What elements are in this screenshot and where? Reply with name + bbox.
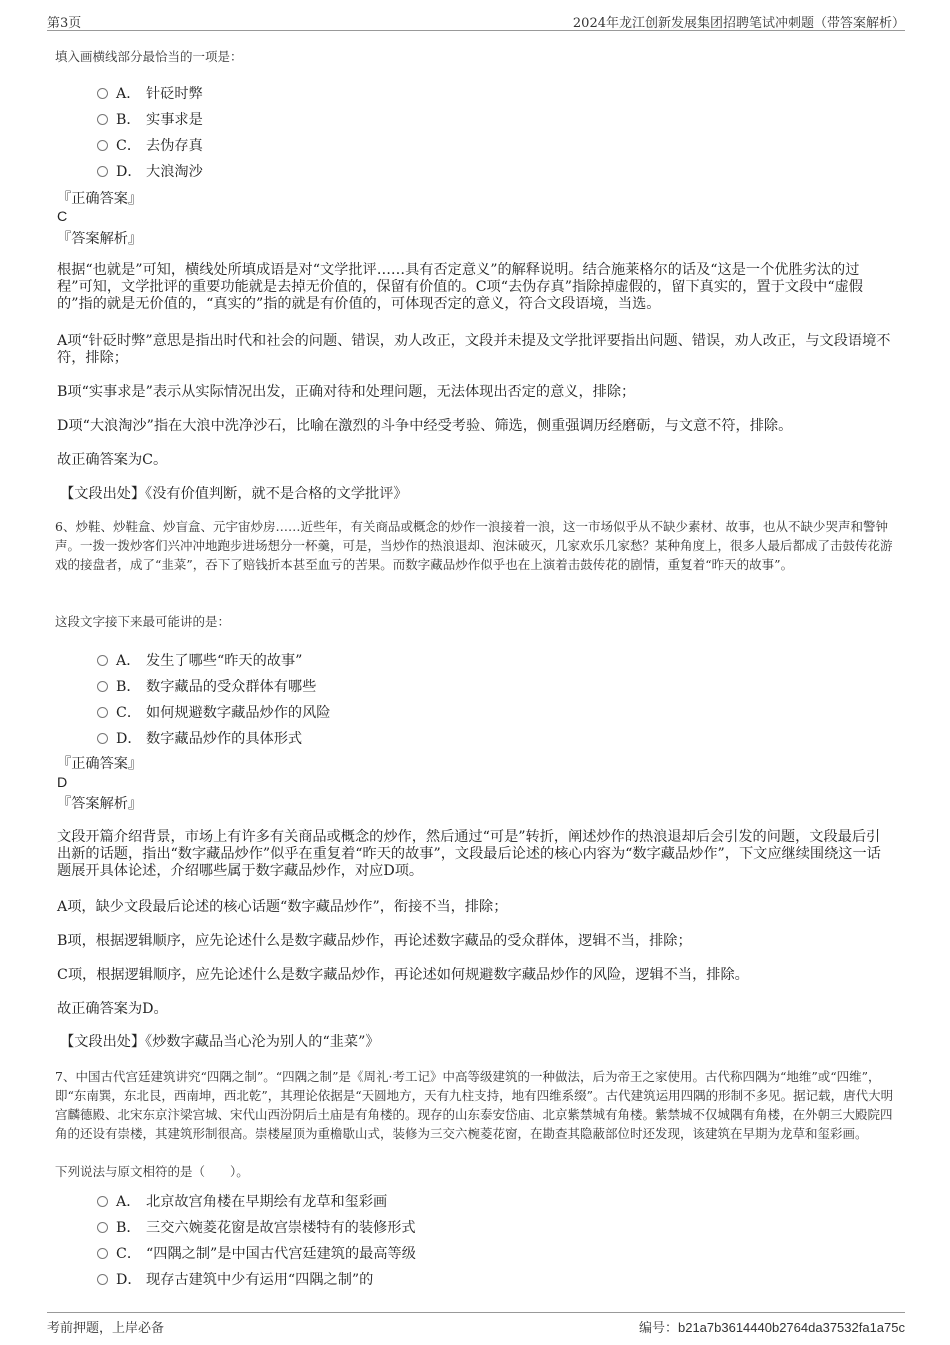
q5-analysis-paragraph: 根据“也就是”可知，横线处所填成语是对“文学批评……具有否定意义”的解释说明。结合施莱格尔的话及“这是一个优胜劣汰的过程”可知，文学批评的重要功能就是去掉无价值的，保留有价值的。C项“去伪存真”指除掉虚假的，留下真实的，置于文段中“虚假的”指的就是无价值的，“真实的”指的就是有价值的，可体现否定的意义，符合文段语境，当选。	[57, 262, 863, 312]
q5-option-b[interactable]: B． 实事求是	[97, 109, 203, 129]
q7-option-a[interactable]: A． 北京故宫角楼在早期绘有龙草和玺彩画	[97, 1191, 387, 1211]
page-header	[47, 12, 905, 31]
q6-source: 【文段出处】《炒数字藏品当心沦为别人的“韭菜”》	[60, 1034, 380, 1050]
radio-icon[interactable]	[97, 1196, 108, 1207]
q5-analysis-paragraph: B项“实事求是”表示从实际情况出发，正确对待和处理问题，无法体现出否定的意义，排除；	[57, 384, 636, 400]
q6-option-b[interactable]: B． 数字藏品的受众群体有哪些	[97, 676, 316, 696]
q5-analysis-paragraph: 故正确答案为C。	[57, 452, 168, 468]
q5-answer-label: 『正确答案』	[57, 191, 143, 207]
q6-answer: D	[57, 775, 68, 791]
q5-analysis-label: 『答案解析』	[57, 231, 143, 247]
q6-option-a[interactable]: A． 发生了哪些“昨天的故事”	[97, 650, 302, 670]
q6-analysis-paragraph: A项，缺少文段最后论述的核心话题“数字藏品炒作”，衔接不当，排除；	[57, 899, 508, 915]
radio-icon[interactable]	[97, 1274, 108, 1285]
q6-stem: 6、炒鞋、炒鞋盒、炒盲盒、元宇宙炒房……近些年，有关商品或概念的炒作一浪接着一浪，这一市场似乎从不缺少素材、故事，也从不缺少哭声和警钟声。一拨一拨炒客们兴冲冲地跑步进场想分一杯羹，可是，当炒作的热浪退却、泡沫破灭，几家欢乐几家愁？某种角度上，很多人最后都成了击鼓传花游戏的接盘者，成了“韭菜”，吞下了赔钱折本甚至血亏的苦果。而数字藏品炒作似乎也在上演着击鼓传花的剧情，重复着“昨天的故事”。	[55, 519, 893, 572]
radio-icon[interactable]	[97, 707, 108, 718]
q6-option-c[interactable]: C． 如何规避数字藏品炒作的风险	[97, 702, 330, 722]
radio-icon[interactable]	[97, 655, 108, 666]
radio-icon[interactable]	[97, 1222, 108, 1233]
q6-analysis-paragraph: 文段开篇介绍背景，市场上有许多有关商品或概念的炒作，然后通过“可是”转折，阐述炒作的热浪退却后会引发的问题，文段最后引出新的话题，指出“数字藏品炒作”似乎在重复着“昨天的故事”，文段最后论述的核心内容为“数字藏品炒作”，下文应继续围绕这一话题展开具体论述，介绍哪些属于数字藏品炒作，对应D项。	[57, 829, 881, 879]
q6-analysis-paragraph: C项，根据逻辑顺序，应先论述什么是数字藏品炒作，再论述如何规避数字藏品炒作的风险，逻辑不当，排除。	[57, 967, 749, 983]
document-title: 2024年龙江创新发展集团招聘笔试冲刺题（带答案解析）	[572, 16, 905, 31]
q5-answer: C	[57, 209, 68, 225]
q7-option-b[interactable]: B． 三交六婉菱花窗是故宫崇楼特有的装修形式	[97, 1217, 416, 1237]
q5-option-a[interactable]: A． 针砭时弊	[97, 83, 203, 103]
page-footer	[47, 1312, 905, 1338]
q5-prompt: 填入画横线部分最恰当的一项是：	[55, 49, 243, 64]
document-code: 编号：b21a7b3614440b2764da37532fa1a75c	[638, 1320, 905, 1336]
q6-analysis-paragraph: B项，根据逻辑顺序，应先论述什么是数字藏品炒作，再论述数字藏品的受众群体，逻辑不当，排除；	[57, 933, 692, 949]
q6-option-d[interactable]: D． 数字藏品炒作的具体形式	[97, 728, 302, 748]
page-number: 第3页	[47, 16, 82, 31]
q7-option-c[interactable]: C． “四隅之制”是中国古代宫廷建筑的最高等级	[97, 1243, 416, 1263]
q7-stem: 7、中国古代宫廷建筑讲究“四隅之制”。“四隅之制”是《周礼·考工记》中高等级建筑的一种做法，后为帝王之家使用。古代称四隅为“地维”或“四维”，即“东南巽，东北艮，西南坤，西北乾”，其理论依据是“天圆地方，天有九柱支持，地有四维系缀”。古代建筑运用四隅的形制不多见。据记载，唐代大明宫麟德殿、北宋东京汴梁宫城、宋代山西汾阴后土庙是有角楼的。现存的山东泰安岱庙、北京紫禁城有角楼。紫禁城不仅城隅有角楼，在外朝三大殿院四角的还设有崇楼，其建筑形制很高。崇楼屋顶为重檐歇山式，装修为三交六椀菱花窗，在勘查其隐蔽部位时还发现，该建筑在早期为龙草和玺彩画。	[55, 1069, 894, 1141]
radio-icon[interactable]	[97, 681, 108, 692]
radio-icon[interactable]	[97, 114, 108, 125]
radio-icon[interactable]	[97, 1248, 108, 1259]
radio-icon[interactable]	[97, 140, 108, 151]
footer-slogan: 考前押题，上岸必备	[47, 1321, 165, 1336]
radio-icon[interactable]	[97, 88, 108, 99]
q6-analysis-label: 『答案解析』	[57, 796, 143, 812]
radio-icon[interactable]	[97, 733, 108, 744]
q5-option-c[interactable]: C． 去伪存真	[97, 135, 203, 155]
q5-source: 【文段出处】《没有价值判断，就不是合格的文学批评》	[60, 486, 408, 502]
q5-analysis-paragraph: A项“针砭时弊”意思是指出时代和社会的问题、错误，劝人改正，文段并未提及文学批评要指出问题、错误，劝人改正，与文段语境不符，排除；	[57, 333, 891, 366]
radio-icon[interactable]	[97, 166, 108, 177]
q6-answer-label: 『正确答案』	[57, 756, 143, 772]
q7-option-d[interactable]: D． 现存古建筑中少有运用“四隅之制”的	[97, 1269, 373, 1289]
q5-option-d[interactable]: D． 大浪淘沙	[97, 161, 203, 181]
q6-analysis-paragraph: 故正确答案为D。	[57, 1001, 168, 1017]
q7-prompt: 下列说法与原文相符的是（ ）。	[55, 1164, 249, 1179]
q6-prompt: 这段文字接下来最可能讲的是：	[55, 614, 231, 629]
q5-analysis-paragraph: D项“大浪淘沙”指在大浪中洗净沙石，比喻在激烈的斗争中经受考验、筛选，侧重强调历经磨砺，与文意不符，排除。	[57, 418, 793, 434]
